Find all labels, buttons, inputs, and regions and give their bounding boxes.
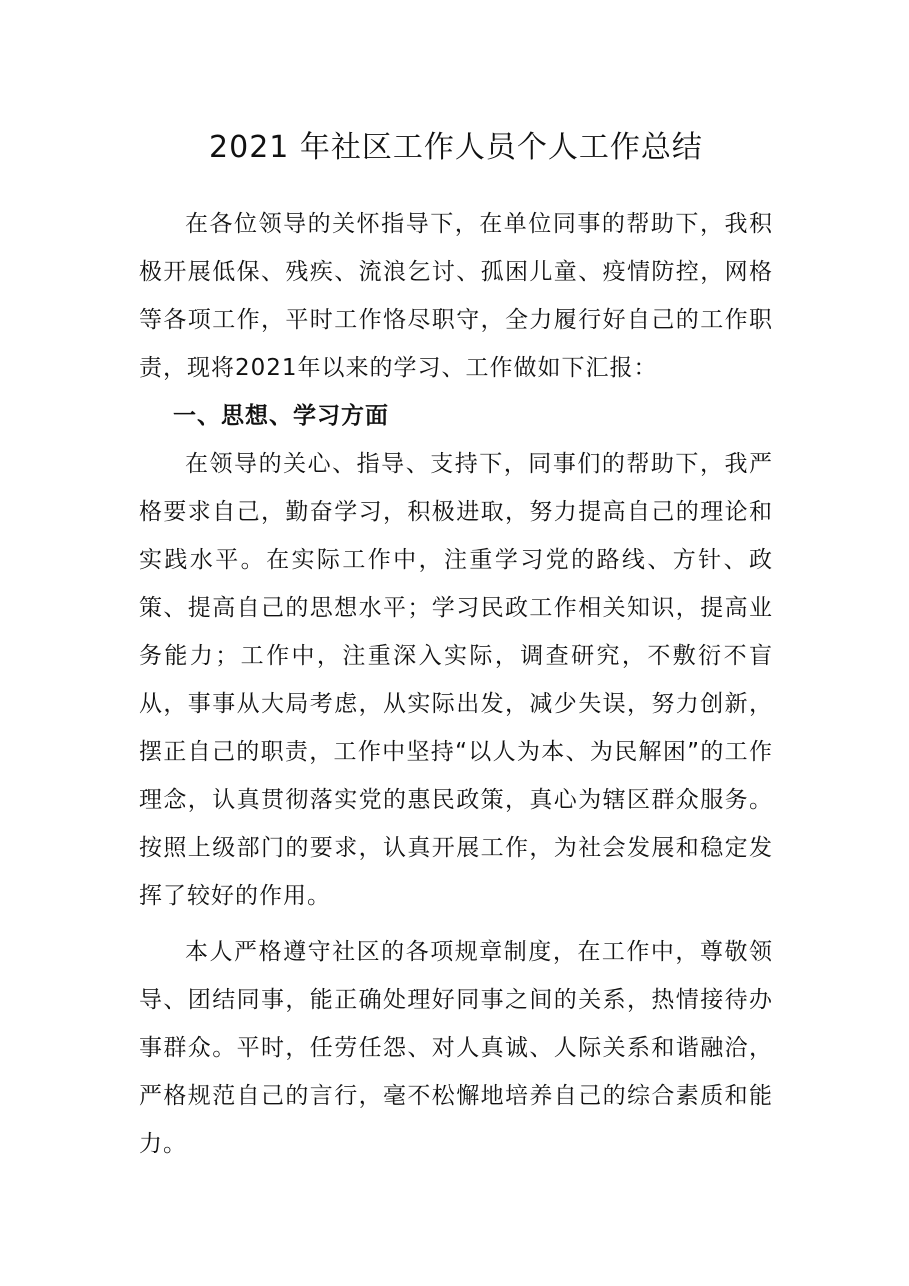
section-heading: 一、思想、学习方面 <box>173 403 389 429</box>
section-paragraph: 本人严格遵守社区的各项规章制度，在工作中，尊敬领导、团结同事，能正确处理好同事之间的关系，热情接待办事群众。平时，任劳任怨、对人真诚、人际关系和谐融洽，严格规范自己的言行，毫不松懈地培养自己的综合素质和能力。 <box>139 939 773 1157</box>
section-paragraph: 在领导的关心、指导、支持下，同事们的帮助下，我严格要求自己，勤奋学习，积极进取，努力提高自己的理论和实践水平。在实际工作中，注重学习党的路线、方针、政策、提高自己的思想水平；学习民政工作相关知识，提高业务能力；工作中，注重深入实际，调查研究，不敷衍不盲从，事事从大局考虑，从实际出发，减少失误，努力创新，摆正自己的职责，工作中坚持“以人为本、为民解困”的工作理念，认真贯彻落实党的惠民政策，真心为辖区群众服务。按照上级部门的要求，认真开展工作，为社会发展和稳定发挥了较好的作用。 <box>139 451 773 909</box>
document-body <box>139 122 773 1168</box>
document-title: 2021 年社区工作人员个人工作总结 <box>209 130 703 165</box>
intro-paragraph: 在各位领导的关怀指导下，在单位同事的帮助下，我积极开展低保、残疾、流浪乞讨、孤困儿童、疫情防控，网格等各项工作，平时工作恪尽职守，全力履行好自己的工作职责，现将2021年以来的学习、工作做如下汇报： <box>139 211 773 381</box>
